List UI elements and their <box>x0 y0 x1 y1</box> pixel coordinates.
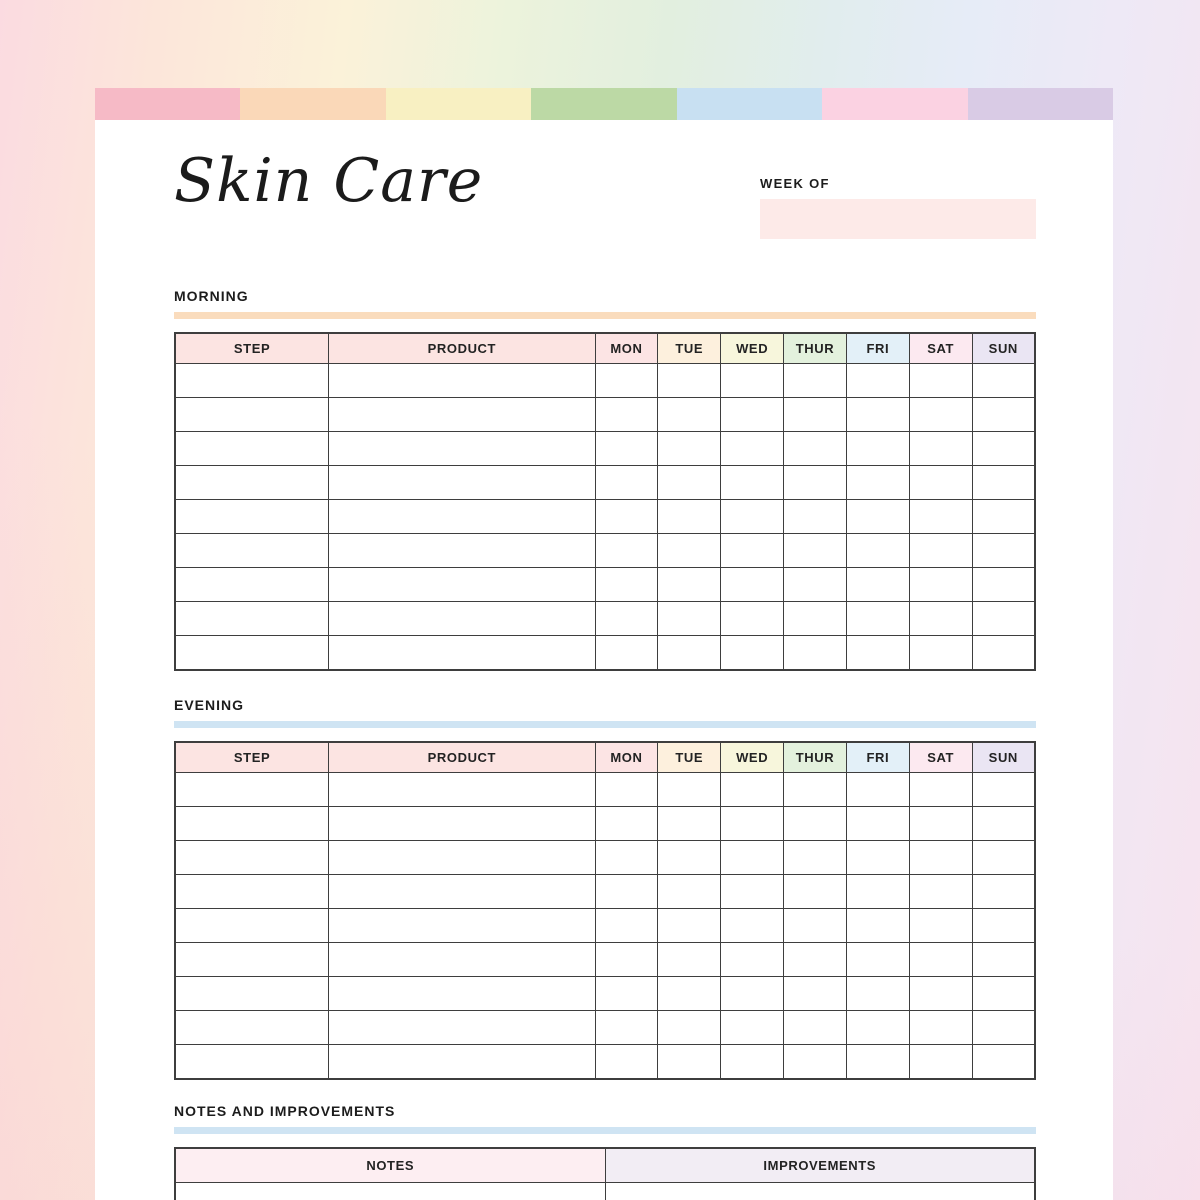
day-check-cell[interactable] <box>846 875 909 909</box>
step-cell[interactable] <box>175 364 329 398</box>
column-header-sun: SUN <box>972 742 1035 773</box>
step-cell[interactable] <box>175 977 329 1011</box>
tracker-row <box>175 534 1035 568</box>
page-title: Skin Care <box>174 146 484 216</box>
strip-color-block <box>240 88 385 120</box>
improvements-cell[interactable] <box>605 1183 1035 1200</box>
day-check-cell[interactable] <box>721 364 784 398</box>
product-cell[interactable] <box>329 398 595 432</box>
notes-table <box>174 1147 1036 1200</box>
day-check-cell[interactable] <box>658 364 721 398</box>
tracker-row <box>175 875 1035 909</box>
step-cell[interactable] <box>175 875 329 909</box>
day-check-cell[interactable] <box>909 1011 972 1045</box>
tracker-row <box>175 500 1035 534</box>
day-check-cell[interactable] <box>846 841 909 875</box>
product-cell[interactable] <box>329 977 595 1011</box>
morning-accent-bar <box>174 312 1036 319</box>
column-header-improvements: IMPROVEMENTS <box>605 1148 1035 1183</box>
tracker-row <box>175 398 1035 432</box>
product-cell[interactable] <box>329 432 595 466</box>
day-check-cell[interactable] <box>846 636 909 671</box>
step-cell[interactable] <box>175 943 329 977</box>
day-check-cell[interactable] <box>721 534 784 568</box>
column-header-thur: THUR <box>784 333 847 364</box>
notes-header-row <box>175 1148 1035 1183</box>
column-header-product: PRODUCT <box>329 742 595 773</box>
day-check-cell[interactable] <box>909 398 972 432</box>
day-check-cell[interactable] <box>909 534 972 568</box>
day-check-cell[interactable] <box>658 432 721 466</box>
day-check-cell[interactable] <box>909 364 972 398</box>
day-check-cell[interactable] <box>595 398 658 432</box>
day-check-cell[interactable] <box>784 943 847 977</box>
day-check-cell[interactable] <box>972 977 1035 1011</box>
day-check-cell[interactable] <box>595 364 658 398</box>
product-cell[interactable] <box>329 807 595 841</box>
step-cell[interactable] <box>175 807 329 841</box>
strip-color-block <box>95 88 240 120</box>
day-check-cell[interactable] <box>658 807 721 841</box>
product-cell[interactable] <box>329 602 595 636</box>
day-check-cell[interactable] <box>721 807 784 841</box>
day-check-cell[interactable] <box>909 602 972 636</box>
planner-page <box>95 88 1113 1200</box>
day-check-cell[interactable] <box>595 773 658 807</box>
day-check-cell[interactable] <box>909 977 972 1011</box>
day-check-cell[interactable] <box>595 875 658 909</box>
step-cell[interactable] <box>175 636 329 671</box>
day-check-cell[interactable] <box>658 636 721 671</box>
evening-accent-bar <box>174 721 1036 728</box>
day-check-cell[interactable] <box>784 909 847 943</box>
day-check-cell[interactable] <box>972 841 1035 875</box>
product-cell[interactable] <box>329 568 595 602</box>
morning-tracker-table <box>174 332 1036 671</box>
tracker-row <box>175 943 1035 977</box>
day-check-cell[interactable] <box>658 568 721 602</box>
day-check-cell[interactable] <box>595 432 658 466</box>
day-check-cell[interactable] <box>658 398 721 432</box>
page-content <box>174 120 1036 1200</box>
tracker-row <box>175 807 1035 841</box>
day-check-cell[interactable] <box>846 398 909 432</box>
day-check-cell[interactable] <box>784 841 847 875</box>
day-check-cell[interactable] <box>909 909 972 943</box>
tracker-row <box>175 466 1035 500</box>
day-check-cell[interactable] <box>972 568 1035 602</box>
strip-color-block <box>968 88 1113 120</box>
day-check-cell[interactable] <box>721 841 784 875</box>
strip-color-block <box>531 88 676 120</box>
day-check-cell[interactable] <box>846 500 909 534</box>
column-header-wed: WED <box>721 742 784 773</box>
day-check-cell[interactable] <box>595 466 658 500</box>
column-header-fri: FRI <box>846 333 909 364</box>
day-check-cell[interactable] <box>658 977 721 1011</box>
day-check-cell[interactable] <box>846 807 909 841</box>
day-check-cell[interactable] <box>595 602 658 636</box>
step-cell[interactable] <box>175 534 329 568</box>
day-check-cell[interactable] <box>658 841 721 875</box>
day-check-cell[interactable] <box>909 841 972 875</box>
tracker-row <box>175 1011 1035 1045</box>
column-header-sun: SUN <box>972 333 1035 364</box>
morning-section-label: MORNING <box>174 288 249 304</box>
notes-section-label: NOTES AND IMPROVEMENTS <box>174 1103 396 1119</box>
product-cell[interactable] <box>329 364 595 398</box>
day-check-cell[interactable] <box>972 636 1035 671</box>
day-check-cell[interactable] <box>972 773 1035 807</box>
day-check-cell[interactable] <box>784 1045 847 1080</box>
day-check-cell[interactable] <box>784 534 847 568</box>
day-check-cell[interactable] <box>972 602 1035 636</box>
tracker-row <box>175 773 1035 807</box>
day-check-cell[interactable] <box>721 636 784 671</box>
page-header <box>174 120 1036 289</box>
step-cell[interactable] <box>175 1045 329 1080</box>
day-check-cell[interactable] <box>846 909 909 943</box>
day-check-cell[interactable] <box>658 943 721 977</box>
tracker-row <box>175 1045 1035 1080</box>
step-cell[interactable] <box>175 432 329 466</box>
day-check-cell[interactable] <box>658 466 721 500</box>
step-cell[interactable] <box>175 500 329 534</box>
column-header-notes: NOTES <box>175 1148 605 1183</box>
tracker-row <box>175 602 1035 636</box>
day-check-cell[interactable] <box>595 977 658 1011</box>
column-header-wed: WED <box>721 333 784 364</box>
week-of-group <box>760 176 1036 239</box>
day-check-cell[interactable] <box>846 773 909 807</box>
day-check-cell[interactable] <box>972 909 1035 943</box>
week-of-label: WEEK OF <box>760 176 830 191</box>
day-check-cell[interactable] <box>846 602 909 636</box>
strip-color-block <box>822 88 967 120</box>
day-check-cell[interactable] <box>658 909 721 943</box>
day-check-cell[interactable] <box>784 398 847 432</box>
tracker-header-row <box>175 333 1035 364</box>
day-check-cell[interactable] <box>784 1011 847 1045</box>
day-check-cell[interactable] <box>846 977 909 1011</box>
day-check-cell[interactable] <box>721 977 784 1011</box>
day-check-cell[interactable] <box>909 466 972 500</box>
day-check-cell[interactable] <box>658 534 721 568</box>
day-check-cell[interactable] <box>909 875 972 909</box>
tracker-row <box>175 568 1035 602</box>
notes-row <box>175 1183 1035 1200</box>
day-check-cell[interactable] <box>721 568 784 602</box>
step-cell[interactable] <box>175 841 329 875</box>
product-cell[interactable] <box>329 875 595 909</box>
day-check-cell[interactable] <box>972 466 1035 500</box>
tracker-row <box>175 909 1035 943</box>
day-check-cell[interactable] <box>595 636 658 671</box>
day-check-cell[interactable] <box>846 364 909 398</box>
day-check-cell[interactable] <box>721 773 784 807</box>
day-check-cell[interactable] <box>909 807 972 841</box>
column-header-sat: SAT <box>909 742 972 773</box>
day-check-cell[interactable] <box>909 500 972 534</box>
day-check-cell[interactable] <box>909 636 972 671</box>
step-cell[interactable] <box>175 1011 329 1045</box>
product-cell[interactable] <box>329 500 595 534</box>
day-check-cell[interactable] <box>909 568 972 602</box>
product-cell[interactable] <box>329 773 595 807</box>
day-check-cell[interactable] <box>721 466 784 500</box>
day-check-cell[interactable] <box>846 466 909 500</box>
day-check-cell[interactable] <box>972 1011 1035 1045</box>
day-check-cell[interactable] <box>784 500 847 534</box>
strip-color-block <box>386 88 531 120</box>
day-check-cell[interactable] <box>784 364 847 398</box>
day-check-cell[interactable] <box>846 534 909 568</box>
tracker-row <box>175 841 1035 875</box>
product-cell[interactable] <box>329 1045 595 1080</box>
column-header-product: PRODUCT <box>329 333 595 364</box>
day-check-cell[interactable] <box>595 807 658 841</box>
day-check-cell[interactable] <box>846 432 909 466</box>
day-check-cell[interactable] <box>721 1045 784 1080</box>
column-header-sat: SAT <box>909 333 972 364</box>
product-cell[interactable] <box>329 943 595 977</box>
product-cell[interactable] <box>329 909 595 943</box>
tracker-row <box>175 364 1035 398</box>
day-check-cell[interactable] <box>784 602 847 636</box>
evening-section-label: EVENING <box>174 697 245 713</box>
day-check-cell[interactable] <box>909 432 972 466</box>
day-check-cell[interactable] <box>846 1011 909 1045</box>
day-check-cell[interactable] <box>972 398 1035 432</box>
day-check-cell[interactable] <box>972 943 1035 977</box>
tracker-row <box>175 977 1035 1011</box>
day-check-cell[interactable] <box>972 807 1035 841</box>
day-check-cell[interactable] <box>721 909 784 943</box>
day-check-cell[interactable] <box>784 466 847 500</box>
rainbow-strip <box>95 88 1113 120</box>
day-check-cell[interactable] <box>721 1011 784 1045</box>
day-check-cell[interactable] <box>595 909 658 943</box>
column-header-mon: MON <box>595 333 658 364</box>
day-check-cell[interactable] <box>909 773 972 807</box>
product-cell[interactable] <box>329 1011 595 1045</box>
product-cell[interactable] <box>329 841 595 875</box>
day-check-cell[interactable] <box>784 432 847 466</box>
day-check-cell[interactable] <box>784 807 847 841</box>
step-cell[interactable] <box>175 773 329 807</box>
day-check-cell[interactable] <box>721 398 784 432</box>
day-check-cell[interactable] <box>595 1045 658 1080</box>
step-cell[interactable] <box>175 602 329 636</box>
day-check-cell[interactable] <box>784 875 847 909</box>
day-check-cell[interactable] <box>972 432 1035 466</box>
day-check-cell[interactable] <box>972 500 1035 534</box>
day-check-cell[interactable] <box>784 977 847 1011</box>
strip-color-block <box>677 88 822 120</box>
day-check-cell[interactable] <box>595 568 658 602</box>
column-header-fri: FRI <box>846 742 909 773</box>
step-cell[interactable] <box>175 568 329 602</box>
day-check-cell[interactable] <box>721 943 784 977</box>
column-header-step: STEP <box>175 333 329 364</box>
notes-accent-bar <box>174 1127 1036 1134</box>
column-header-thur: THUR <box>784 742 847 773</box>
day-check-cell[interactable] <box>721 432 784 466</box>
week-of-input[interactable] <box>760 199 1036 239</box>
step-cell[interactable] <box>175 909 329 943</box>
day-check-cell[interactable] <box>658 602 721 636</box>
evening-tracker-table <box>174 741 1036 1080</box>
day-check-cell[interactable] <box>721 875 784 909</box>
day-check-cell[interactable] <box>658 1045 721 1080</box>
day-check-cell[interactable] <box>658 1011 721 1045</box>
step-cell[interactable] <box>175 398 329 432</box>
day-check-cell[interactable] <box>595 1011 658 1045</box>
day-check-cell[interactable] <box>721 500 784 534</box>
day-check-cell[interactable] <box>972 1045 1035 1080</box>
tracker-row <box>175 636 1035 671</box>
column-header-step: STEP <box>175 742 329 773</box>
day-check-cell[interactable] <box>784 636 847 671</box>
day-check-cell[interactable] <box>595 534 658 568</box>
day-check-cell[interactable] <box>972 875 1035 909</box>
day-check-cell[interactable] <box>846 1045 909 1080</box>
day-check-cell[interactable] <box>846 943 909 977</box>
notes-cell[interactable] <box>175 1183 605 1200</box>
column-header-mon: MON <box>595 742 658 773</box>
product-cell[interactable] <box>329 534 595 568</box>
tracker-row <box>175 432 1035 466</box>
day-check-cell[interactable] <box>658 500 721 534</box>
column-header-tue: TUE <box>658 333 721 364</box>
day-check-cell[interactable] <box>658 875 721 909</box>
day-check-cell[interactable] <box>595 841 658 875</box>
column-header-tue: TUE <box>658 742 721 773</box>
step-cell[interactable] <box>175 466 329 500</box>
product-cell[interactable] <box>329 466 595 500</box>
day-check-cell[interactable] <box>595 500 658 534</box>
day-check-cell[interactable] <box>784 773 847 807</box>
day-check-cell[interactable] <box>846 568 909 602</box>
day-check-cell[interactable] <box>658 773 721 807</box>
product-cell[interactable] <box>329 636 595 671</box>
day-check-cell[interactable] <box>909 1045 972 1080</box>
day-check-cell[interactable] <box>972 364 1035 398</box>
day-check-cell[interactable] <box>972 534 1035 568</box>
day-check-cell[interactable] <box>721 602 784 636</box>
tracker-header-row <box>175 742 1035 773</box>
day-check-cell[interactable] <box>784 568 847 602</box>
day-check-cell[interactable] <box>595 943 658 977</box>
day-check-cell[interactable] <box>909 943 972 977</box>
